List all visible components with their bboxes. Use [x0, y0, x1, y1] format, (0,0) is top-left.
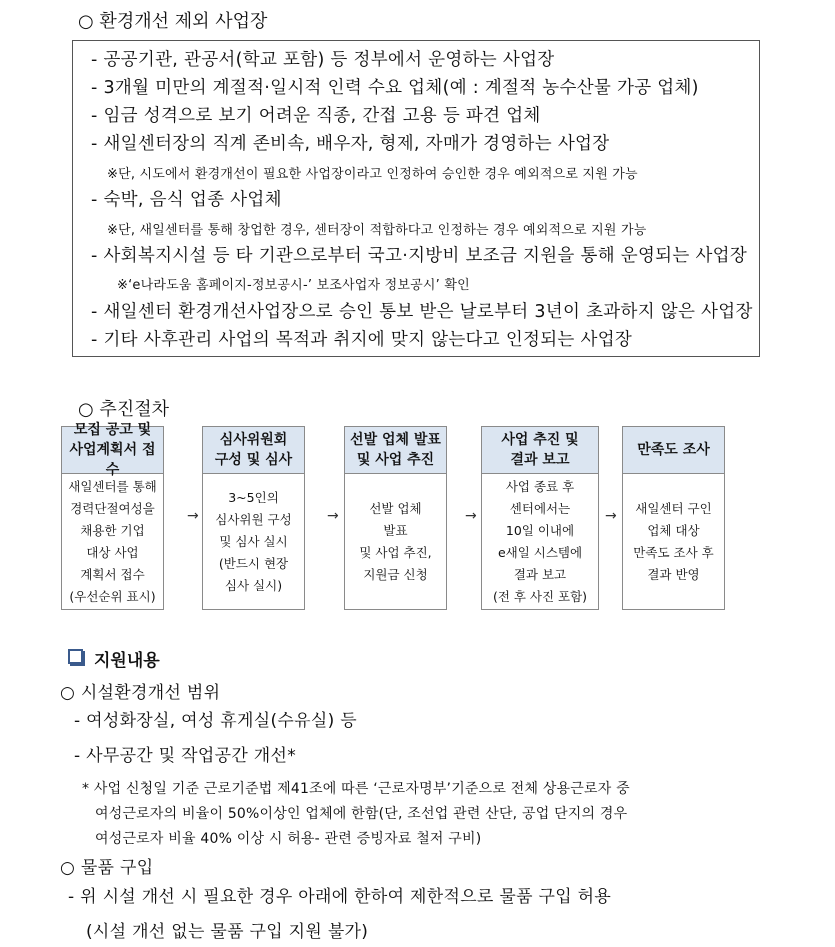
arrow-right-icon: →: [605, 508, 617, 524]
support-title: 지원내용: [94, 651, 160, 671]
facility-heading: ○ 시설환경개선 범위: [60, 683, 221, 703]
step-title: 사업 추진 및 결과 보고: [481, 426, 599, 474]
step-title: 모집 공고 및 사업계획서 접수: [61, 426, 164, 474]
checkbox-square-icon: [68, 649, 83, 664]
step-body: 선발 업체 발표 및 사업 추진, 지원금 신청: [344, 474, 447, 610]
arrow-right-icon: →: [465, 508, 477, 524]
exclusion-item: - 임금 성격으로 보기 어려운 직종, 간접 고용 등 파견 업체: [91, 106, 541, 126]
step-body: 새일센터를 통해 경력단절여성을 채용한 기업 대상 사업 계획서 접수 (우선순위 표시): [61, 474, 164, 610]
exclusion-item: - 새일센터장의 직계 존비속, 배우자, 형제, 자매가 경영하는 사업장: [91, 134, 610, 154]
facility-note: 여성근로자 비율 40% 이상 시 허용- 관련 증빙자료 철저 구비): [95, 831, 482, 847]
exclusion-item: - 숙박, 음식 업종 사업체: [91, 190, 282, 210]
step-body: 사업 종료 후 센터에서는 10일 이내에 e새일 시스템에 결과 보고 (전 후 사진 포함): [481, 474, 599, 610]
step-title: 심사위원회 구성 및 심사: [202, 426, 305, 474]
exclusion-item: - 공공기관, 관공서(학교 포함) 등 정부에서 운영하는 사업장: [91, 50, 555, 70]
goods-heading: ○ 물품 구입: [60, 858, 154, 878]
step-title: 선발 업체 발표 및 사업 추진: [344, 426, 447, 474]
facility-item: - 여성화장실, 여성 휴게실(수유실) 등: [74, 711, 357, 731]
arrow-right-icon: →: [187, 508, 199, 524]
goods-item: - 위 시설 개선 시 필요한 경우 아래에 한하여 제한적으로 물품 구입 허용: [68, 887, 612, 907]
procedure-step-4: [481, 426, 599, 610]
procedure-step-3: [344, 426, 447, 610]
exclusion-heading: ○ 환경개선 제외 사업장: [78, 11, 268, 32]
step-body: 3~5인의 심사위원 구성 및 심사 실시 (반드시 현장 심사 실시): [202, 474, 305, 610]
procedure-heading: ○ 추진절차: [78, 399, 169, 420]
facility-item: - 사무공간 및 작업공간 개선*: [74, 746, 296, 766]
arrow-right-icon: →: [327, 508, 339, 524]
goods-item: (시설 개선 없는 물품 구입 지원 불가): [86, 922, 369, 942]
exclusion-item: - 3개월 미만의 계절적·일시적 인력 수요 업체(예 : 계절적 농수산물 가공 업체): [91, 78, 699, 98]
exclusion-item: - 기타 사후관리 사업의 목적과 취지에 맞지 않는다고 인정되는 사업장: [91, 330, 633, 350]
step-title: 만족도 조사: [622, 426, 725, 474]
facility-note: 여성근로자의 비율이 50%이상인 업체에 한함(단, 조선업 관련 산단, 공업 단지의 경우: [95, 806, 628, 822]
exclusion-note: ※단, 시도에서 환경개선이 필요한 사업장이라고 인정하여 승인한 경우 예외적으로 지원 가능: [107, 167, 638, 182]
procedure-step-5: [622, 426, 725, 610]
exclusion-note: ※‘e나라도움 홈페이지-정보공시-’ 보조사업자 정보공시’ 확인: [117, 278, 470, 293]
exclusion-box: [72, 40, 760, 357]
procedure-step-1: [61, 422, 164, 610]
step-body: 새일센터 구인 업체 대상 만족도 조사 후 결과 반영: [622, 474, 725, 610]
procedure-step-2: [202, 426, 305, 610]
exclusion-note: ※단, 새일센터를 통해 창업한 경우, 센터장이 적합하다고 인정하는 경우 예외적으로 지원 가능: [107, 223, 647, 238]
exclusion-item: - 사회복지시설 등 타 기관으로부터 국고·지방비 보조금 지원을 통해 운영되는 사업장: [91, 246, 748, 266]
exclusion-item: - 새일센터 환경개선사업장으로 승인 통보 받은 날로부터 3년이 초과하지 않은 사업장: [91, 302, 753, 322]
facility-note: * 사업 신청일 기준 근로기준법 제41조에 따른 ‘근로자명부’기준으로 전체 상용근로자 중: [82, 781, 630, 797]
